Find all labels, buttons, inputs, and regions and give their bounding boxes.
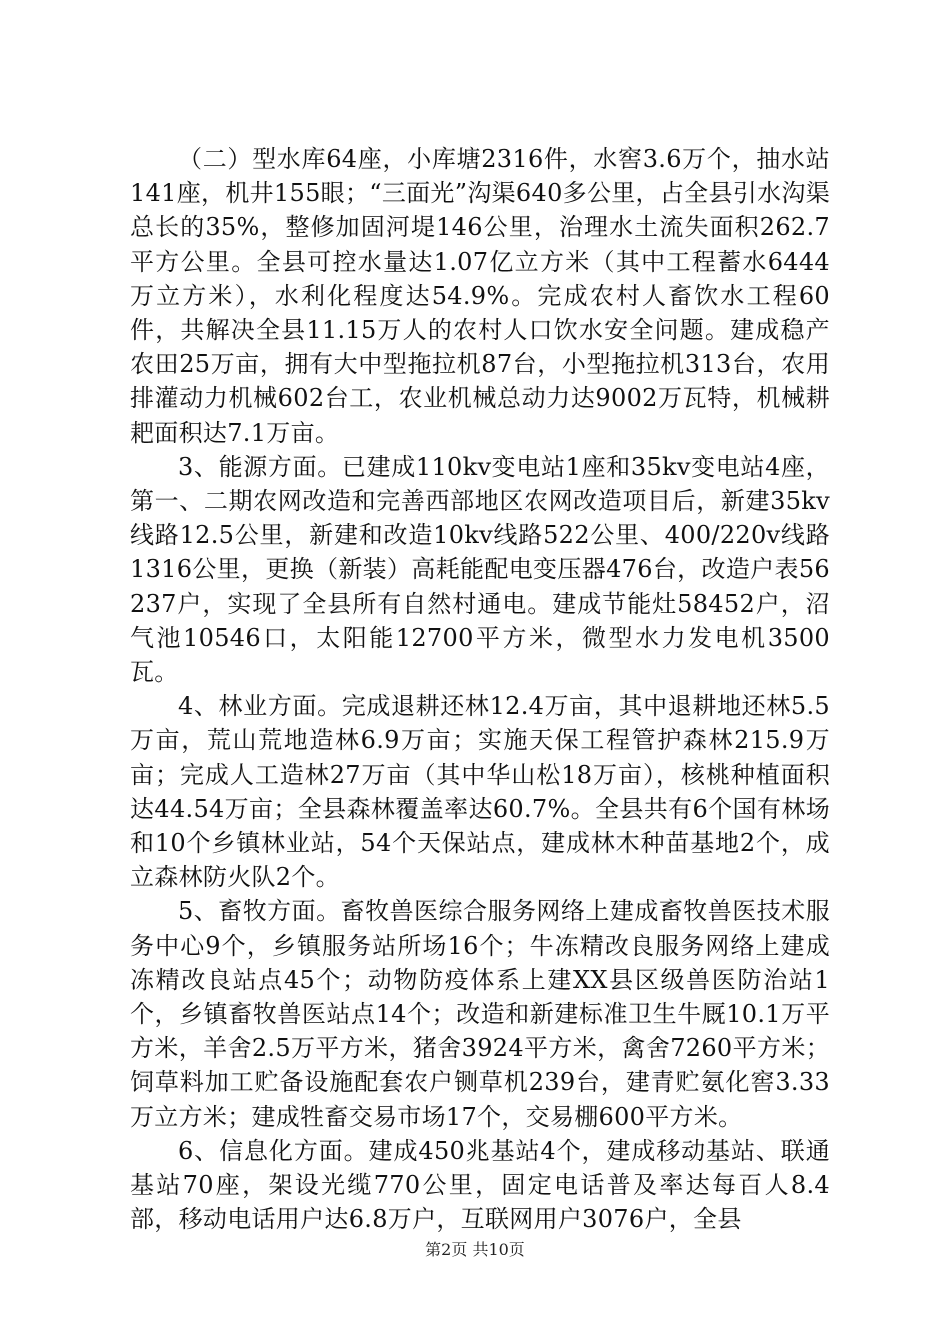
paragraph-livestock: 5、畜牧方面。畜牧兽医综合服务网络上建成畜牧兽医技术服务中心9个，乡镇服务站所场16个；牛冻精改良服务网络上建成冻精改良站点45个；动物防疫体系上建XX县区级兽医防治站1个，乡镇畜牧兽医站点14个；改造和新建标准卫生牛厩10.1万平方米，羊舍2.5万平方米，猪舍3924平方米，禽舍7260平方米；饲草料加工贮备设施配套农户铡草机239台，建青贮氨化窖3.33万立方米；建成牲畜交易市场17个，交易棚600平方米。 bbox=[130, 897, 830, 1131]
paragraph-water-conservancy: （二）型水库64座，小库塘2316件，水窖3.6万个，抽水站141座，机井155眼；“三面光”沟渠640多公里，占全县引水沟渠总长的35%，整修加固河堤146公里，治理水土流失面积262.7平方公里。全县可控水量达1.07亿立方米（其中工程蓄水6444万立方米），水利化程度达54.9%。完成农村人畜饮水工程60件，共解决全县11.15万人的农村人口饮水安全问题。建成稳产农田25万亩，拥有大中型拖拉机87台，小型拖拉机313台，农用排灌动力机械602台工，农业机械总动力达9002万瓦特，机械耕耙面积达7.1万亩。 bbox=[130, 145, 830, 447]
paragraph-energy: 3、能源方面。已建成110kv变电站1座和35kv变电站4座，第一、二期农网改造和完善西部地区农网改造项目后，新建35kv线路12.5公里，新建和改造10kv线路522公里、400/220v线路1316公里，更换（新装）高耗能配电变压器476台，改造户表56237户，实现了全县所有自然村通电。建成节能灶58452户，沼气池10546口，太阳能12700平方米，微型水力发电机3500瓦。 bbox=[130, 452, 830, 687]
paragraph-forestry: 4、林业方面。完成退耕还林12.4万亩，其中退耕地还林5.5万亩，荒山荒地造林6.9万亩；实施天保工程管护森林215.9万亩；完成人工造林27万亩（其中华山松18万亩），核桃种植面积达44.54万亩；全县森林覆盖率达60.7%。全县共有6个国有林场和10个乡镇林业站，54个天保站点，建成林木种苗基地2个，成立森林防火队2个。 bbox=[130, 692, 830, 892]
page-number: 第2页 共10页 bbox=[425, 1240, 525, 1259]
document-body bbox=[130, 142, 830, 1237]
paragraph-informatization: 6、信息化方面。建成450兆基站4个，建成移动基站、联通基站70座，架设光缆770公里，固定电话普及率达每百人8.4部，移动电话用户达6.8万户，互联网用户3076户，全县 bbox=[130, 1136, 830, 1234]
